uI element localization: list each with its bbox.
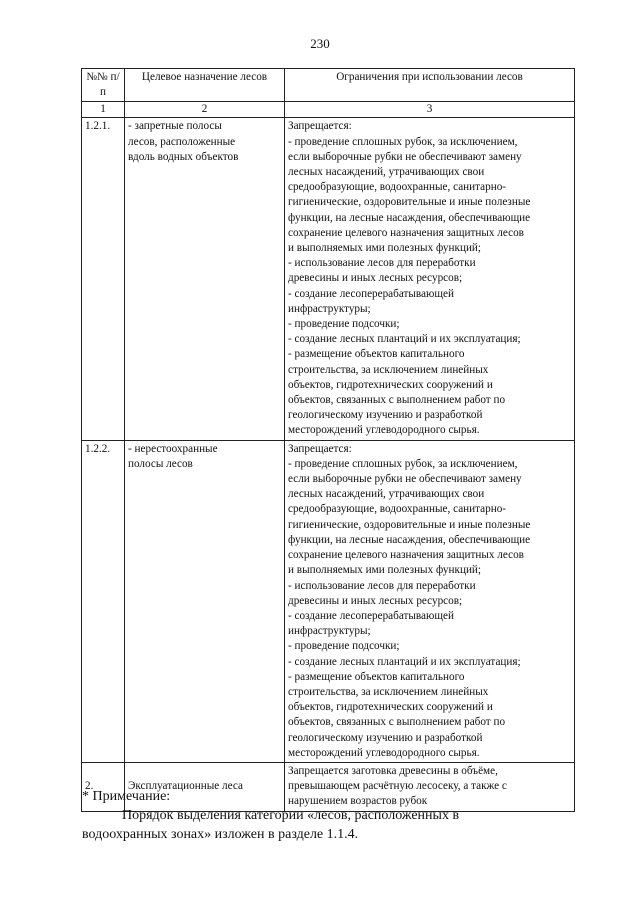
restriction-line: - использование лесов для переработки: [288, 579, 476, 592]
row-restrictions: [285, 118, 575, 440]
header-purpose: Целевое назначение лесов: [125, 69, 285, 102]
header-restrictions: Ограничения при использовании лесов: [285, 69, 575, 102]
restriction-line: - проведение подсочки;: [288, 640, 400, 653]
restriction-line: объектов, связанных с выполнением работ по: [288, 394, 506, 407]
column-number-1: 1: [82, 102, 125, 118]
purpose-line: лесов, расположенные: [128, 135, 236, 148]
restriction-line: - проведение подсочки;: [288, 318, 400, 331]
restriction-line: и выполняемых ими полезных функций;: [288, 242, 482, 255]
note-line: Порядок выделения категории «лесов, расположенных в: [122, 808, 460, 823]
restriction-line: - проведение сплошных рубок, за исключением,: [288, 135, 518, 148]
restriction-line: - создание лесоперерабатывающей: [288, 287, 454, 300]
restriction-line: геологическому изучению и разработкой: [288, 731, 483, 744]
restriction-line: геологическому изучению и разработкой: [288, 409, 483, 422]
restriction-line: Запрещается:: [288, 442, 352, 455]
note-body: [82, 806, 582, 844]
restriction-line: средообразующие, водоохранные, санитарно-: [288, 503, 507, 516]
restriction-line: - создание лесных плантаций и их эксплуатация;: [288, 333, 521, 346]
restriction-line: месторождений углеводородного сырья.: [288, 424, 480, 437]
restriction-line: сохранение целевого назначения защитных лесов: [288, 226, 524, 239]
restriction-line: строительства, за исключением линейных: [288, 363, 489, 376]
restriction-line: средообразующие, водоохранные, санитарно-: [288, 181, 507, 194]
purpose-line: Эксплуатационные леса: [128, 780, 243, 793]
restriction-line: сохранение целевого назначения защитных лесов: [288, 549, 524, 562]
restriction-line: древесины и иных лесных ресурсов;: [288, 594, 463, 607]
restriction-line: гигиенические, оздоровительные и иные полезные: [288, 196, 531, 209]
restriction-line: если выборочные рубки не обеспечивают замену: [288, 473, 522, 486]
purpose-line: - запретные полосы: [128, 120, 222, 133]
row-number: 1.2.2.: [82, 440, 125, 762]
page-number: 230: [310, 36, 330, 51]
row-number: 1.2.1.: [82, 118, 125, 440]
column-number-3: 3: [285, 102, 575, 118]
purpose-line: вдоль водных объектов: [128, 150, 239, 163]
header-number: №№ п/п: [82, 69, 125, 102]
restriction-line: - проведение сплошных рубок, за исключением,: [288, 457, 518, 470]
restriction-line: нарушением возрастов рубок: [288, 795, 428, 808]
restriction-line: инфраструктуры;: [288, 625, 371, 638]
restriction-line: лесных насаждений, утрачивающих свои: [288, 488, 485, 501]
table-body: [82, 118, 575, 811]
purpose-line: - нерестоохранные: [128, 442, 218, 455]
restriction-line: Запрещается:: [288, 120, 352, 133]
restriction-line: Запрещается заготовка древесины в объёме,: [288, 764, 498, 777]
restriction-line: функции, на лесные насаждения, обеспечивающие: [288, 533, 531, 546]
restriction-line: строительства, за исключением линейных: [288, 685, 489, 698]
row-purpose: [125, 118, 285, 440]
restriction-line: - размещение объектов капитального: [288, 670, 465, 683]
note-line: водоохранных зонах» изложен в разделе 1.1.4.: [82, 827, 359, 842]
restriction-line: месторождений углеводородного сырья.: [288, 746, 480, 759]
column-number-2: 2: [125, 102, 285, 118]
column-number-row: [82, 102, 575, 118]
restriction-line: - создание лесных плантаций и их эксплуатация;: [288, 655, 521, 668]
restriction-line: - размещение объектов капитального: [288, 348, 465, 361]
row-restrictions: [285, 440, 575, 762]
row-purpose: [125, 440, 285, 762]
restriction-line: и выполняемых ими полезных функций;: [288, 564, 482, 577]
restriction-line: - создание лесоперерабатывающей: [288, 609, 454, 622]
note-title: * Примечание:: [82, 789, 171, 804]
restriction-line: древесины и иных лесных ресурсов;: [288, 272, 463, 285]
restriction-line: - использование лесов для переработки: [288, 257, 476, 270]
restriction-line: объектов, гидротехнических сооружений и: [288, 378, 493, 391]
restriction-line: лесных насаждений, утрачивающих свои: [288, 166, 485, 179]
table-row: [82, 440, 575, 762]
restriction-line: если выборочные рубки не обеспечивают замену: [288, 150, 522, 163]
restriction-line: инфраструктуры;: [288, 302, 371, 315]
row-number: 2.: [82, 762, 125, 811]
restriction-line: объектов, гидротехнических сооружений и: [288, 701, 493, 714]
restriction-line: превышающем расчётную лесосеку, а также с: [288, 780, 507, 793]
purpose-line: полосы лесов: [128, 457, 193, 470]
restrictions-table: [81, 68, 575, 812]
restriction-line: гигиенические, оздоровительные и иные полезные: [288, 518, 531, 531]
table-header-row: [82, 69, 575, 102]
table-row: [82, 118, 575, 440]
restriction-line: объектов, связанных с выполнением работ по: [288, 716, 506, 729]
restriction-line: функции, на лесные насаждения, обеспечивающие: [288, 211, 531, 224]
